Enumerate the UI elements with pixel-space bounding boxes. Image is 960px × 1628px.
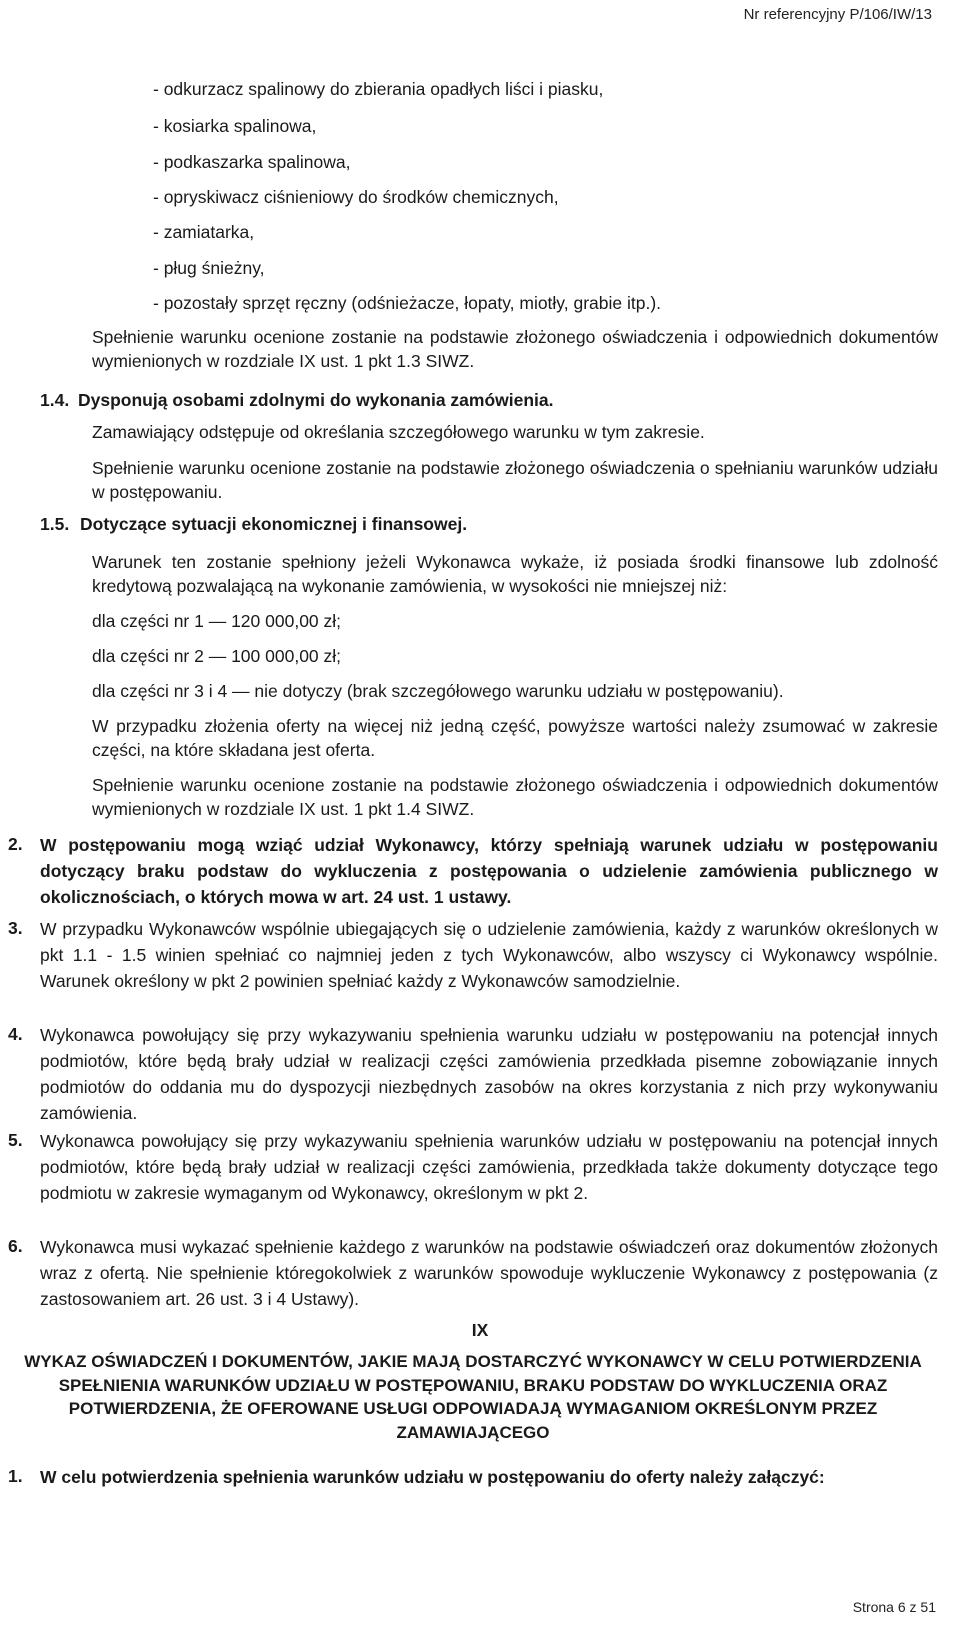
part-1-amount: dla części nr 1 — 120 000,00 zł;: [92, 611, 342, 631]
list-item: - kosiarka spalinowa,: [153, 116, 317, 136]
item-number: 3.: [8, 918, 23, 938]
section-title-1-4: Dysponują osobami zdolnymi do wykonania zamówienia.: [78, 390, 554, 410]
section-number-1-5: 1.5.: [40, 514, 70, 534]
list-item: - opryskiwacz ciśnieniowy do środków chemicznych,: [153, 187, 559, 207]
chapter-title: WYKAZ OŚWIADCZEŃ I DOKUMENTÓW, JAKIE MAJĄ DOSTARCZYĆ WYKONAWCY W CELU POTWIERDZENIA SPEŁNIENIA WARUNKÓW UDZIAŁU W POSTĘPOWANIU, BRAKU PODSTAW DO WYKLUCZENIA ORAZ POTWIERDZENIA, ŻE OFEROWANE USŁUGI ODPOWIADAJĄ WYMAGANIOM OKREŚLONYM PRZEZ ZAMAWIAJĄCEGO: [24, 1352, 922, 1442]
list-item: - zamiatarka,: [153, 222, 255, 242]
item-text: W postępowaniu mogą wziąć udział Wykonawcy, którzy spełniają warunek udziału w postępowaniu dotyczący braku podstaw do wykluczenia z postępowania o udzielenie zamówienia publicznego w okolicznościach, o których mowa w art. 24 ust. 1 ustawy.: [40, 835, 938, 907]
item-number: 4.: [8, 1024, 23, 1044]
item-number: 2.: [8, 834, 23, 854]
item-text: Wykonawca musi wykazać spełnienie każdego z warunków na podstawie oświadczeń oraz dokumentów złożonych wraz z ofertą. Nie spełnienie któregokolwiek z warunków spowoduje wykluczenie Wykonawcy z postępowania (z zastosowaniem art. 26 ust. 3 i 4 Ustawy).: [40, 1237, 938, 1309]
paragraph: Zamawiający odstępuje od określania szczegółowego warunku w tym zakresie.: [92, 422, 705, 442]
page-number: Strona 6 z 51: [852, 1599, 936, 1615]
item-number: 1.: [8, 1466, 23, 1486]
paragraph-assessment-1-3: Spełnienie warunku ocenione zostanie na podstawie złożonego oświadczenia i odpowiednich dokumentów wymienionych w rozdziale IX ust. 1 pkt 1.3 SIWZ.: [92, 327, 938, 371]
chapter-number: IX: [471, 1320, 489, 1340]
reference-number: Nr referencyjny P/106/IW/13: [743, 6, 932, 23]
item-text: W celu potwierdzenia spełnienia warunków udziału w postępowaniu do oferty należy załączyć:: [40, 1467, 825, 1487]
part-2-amount: dla części nr 2 — 100 000,00 zł;: [92, 646, 342, 666]
list-item: - odkurzacz spalinowy do zbierania opadłych liści i piasku,: [153, 79, 604, 99]
item-number: 6.: [8, 1236, 23, 1256]
section-title-1-5: Dotyczące sytuacji ekonomicznej i finansowej.: [80, 514, 468, 534]
paragraph: Spełnienie warunku ocenione zostanie na podstawie złożonego oświadczenia o spełnianiu warunków udziału w postępowaniu.: [92, 458, 938, 502]
list-item: - pług śnieżny,: [153, 258, 265, 278]
item-text: Wykonawca powołujący się przy wykazywaniu spełnienia warunków udziału w postępowaniu na potencjał innych podmiotów, które będą brały udział w realizacji części zamówienia, przedkłada także dokumenty dotyczące tego podmiotu w zakresie wymaganym od Wykonawcy, określonym w pkt 2.: [40, 1131, 938, 1203]
list-item: - podkaszarka spalinowa,: [153, 152, 351, 172]
part-3-4-note: dla części nr 3 i 4 — nie dotyczy (brak szczegółowego warunku udziału w postępowaniu).: [92, 681, 784, 701]
paragraph: Warunek ten zostanie spełniony jeżeli Wykonawca wykaże, iż posiada środki finansowe lub zdolność kredytową pozwalającą na wykonanie zamówienia, w wysokości nie mniejszej niż:: [92, 552, 938, 596]
paragraph: Spełnienie warunku ocenione zostanie na podstawie złożonego oświadczenia i odpowiednich dokumentów wymienionych w rozdziale IX ust. 1 pkt 1.4 SIWZ.: [92, 775, 938, 819]
item-number: 5.: [8, 1130, 23, 1150]
item-text: Wykonawca powołujący się przy wykazywaniu spełnienia warunku udziału w postępowaniu na potencjał innych podmiotów, które będą brały udział w realizacji części zamówienia przedkłada pisemne zobowiązanie innych podmiotów do oddania mu do dyspozycji niezbędnych zasobów na okres korzystania z nich przy wykonywaniu zamówienia.: [40, 1025, 938, 1123]
section-number-1-4: 1.4.: [40, 390, 70, 410]
item-text: W przypadku Wykonawców wspólnie ubiegających się o udzielenie zamówienia, każdy z warunków określonych w pkt 1.1 - 1.5 winien spełniać co najmniej jeden z tych Wykonawców, albo wszyscy ci Wykonawcy wspólnie. Warunek określony w pkt 2 powinien spełniać każdy z Wykonawców samodzielnie.: [40, 919, 938, 991]
paragraph: W przypadku złożenia oferty na więcej niż jedną część, powyższe wartości należy zsumować w zakresie części, na które składana jest oferta.: [92, 716, 938, 760]
list-item: - pozostały sprzęt ręczny (odśnieżacze, łopaty, miotły, grabie itp.).: [153, 293, 662, 313]
